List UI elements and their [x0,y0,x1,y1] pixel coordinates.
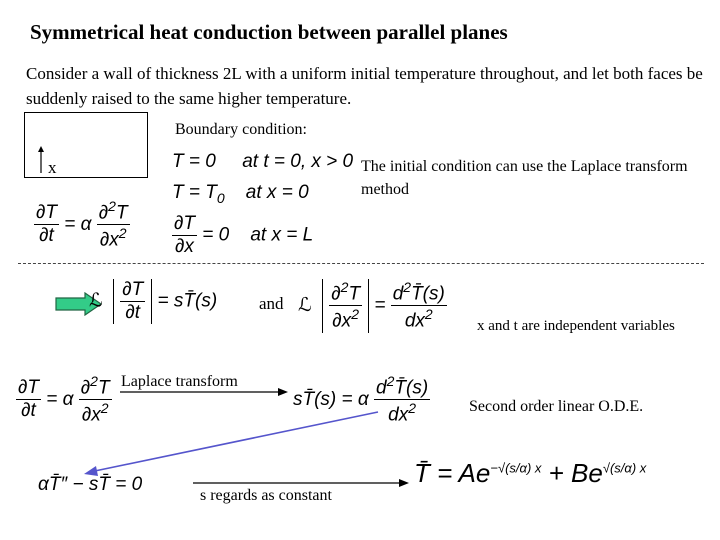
ode-standard-form: αT̄″ − sT̄ = 0 [38,474,143,495]
wall-axis-label: x [48,158,57,177]
heat-equation: $\frac{\partial T}{\partial t}$ = α $\frac{\partial^2T}{\partial x^2}$ [36,198,128,251]
diagonal-arrow-icon [80,410,380,480]
laplace-time-derivative: ℒ $\frac{\partial T}{\partial t}$ = sT̄(s) [89,279,218,323]
heat-equation-repeat: $\frac{\partial T}{\partial t}$ = α $\frac{\partial^2T}{\partial x^2}$ [18,373,110,426]
laplace-method-note: The initial condition can use the Laplace transform method [361,158,688,198]
laplace-space-derivative: ℒ $\frac{\partial^2T}{\partial x^2}$ = $\frac{d^2T̄(s)}{dx^2}$ [298,279,445,332]
transform-arrow-icon [120,385,290,399]
transformed-ode: sT̄(s) = α $\frac{d^2T̄(s)}{dx^2}$ [293,373,429,426]
and-word: and [259,294,284,313]
laplace-transform-label: Laplace transform [121,373,238,390]
boundary-condition-label: Boundary condition: [175,121,307,138]
x-axis-arrow-icon [37,146,47,174]
boundary-condition-1: $T = T_0$ at x = 0 [172,182,309,206]
second-order-ode-label: Second order linear O.D.E. [469,398,644,415]
general-solution: T̄ = $Ae^{-√(s/\alpha) x} + Be^{√(s/\alpha) x}$ [414,458,647,488]
independent-variables-note: x and t are independent variables [477,318,675,334]
page-title: Symmetrical heat conduction between parallel planes [30,20,508,44]
s-constant-label: s regards as constant [200,487,332,504]
intro-paragraph: Consider a wall of thickness 2L with a uniform initial temperature throughout, and let both faces be suddenly raised to the same higher temperature. [26,64,703,108]
boundary-condition-2: $\frac{\partial T}{\partial x}$ = 0 at x = L [174,213,314,257]
initial-condition: T = 0 at t = 0, x > 0 [172,151,354,172]
section-divider [18,263,704,264]
